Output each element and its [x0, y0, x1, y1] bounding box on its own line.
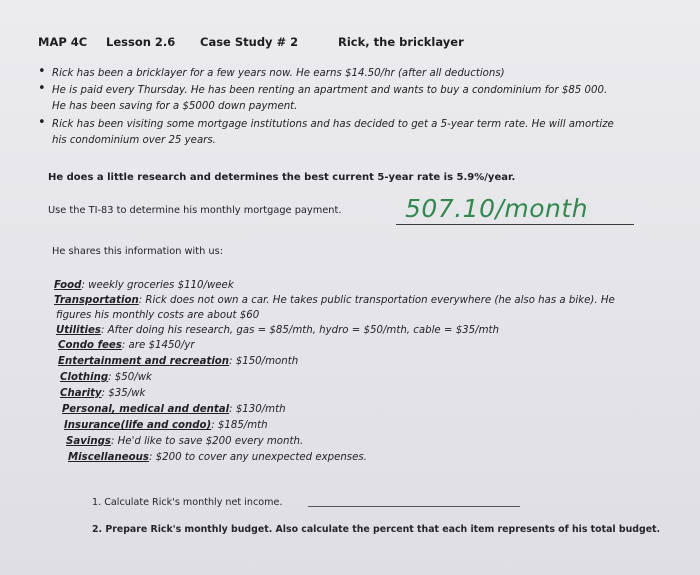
expense-label: Miscellaneous: [68, 452, 149, 463]
answer-line-q1[interactable]: [308, 506, 520, 507]
expense-label: Savings: [66, 436, 111, 447]
answer-line: [396, 224, 634, 225]
expense-item: Entertainment and recreation: $150/month: [58, 356, 299, 367]
expense-label: Transportation: [54, 295, 139, 306]
expense-label: Condo fees: [58, 340, 122, 351]
expense-item: Savings: He'd like to save $200 every month.: [66, 436, 304, 447]
expense-item: Insurance(life and condo): $185/mth: [64, 420, 268, 431]
shares-text: He shares this information with us:: [52, 246, 224, 257]
expense-label: Charity: [60, 388, 102, 399]
course-code: MAP 4C: [38, 35, 88, 49]
expense-item: Personal, medical and dental: $130/mth: [62, 404, 286, 415]
expense-item: Utilities: After doing his research, gas = $85/mth, hydro = $50/mth, cable = $35/mth: [56, 325, 499, 336]
expense-label: Clothing: [60, 372, 109, 383]
expense-item: Condo fees: are $1450/yr: [58, 340, 195, 351]
handwritten-answer: 507.10/month: [405, 194, 589, 223]
expense-item: Charity: $35/wk: [60, 388, 146, 399]
expense-label: Utilities: [56, 325, 101, 336]
expense-item: Food: weekly groceries $110/week: [54, 280, 234, 291]
bullet-line: Rick has been visiting some mortgage institutions and has decided to get a 5-year term rate. He will amortize: [52, 119, 614, 130]
bullet-dot: •: [38, 64, 46, 79]
bullet-dot: •: [38, 115, 46, 130]
lesson-number: Lesson 2.6: [106, 35, 176, 49]
expense-label: Food: [54, 280, 82, 291]
bullet-line: Rick has been a bricklayer for a few years now. He earns $14.50/hr (after all deductions): [52, 68, 505, 79]
expense-item: Miscellaneous: $200 to cover any unexpected expenses.: [68, 452, 367, 463]
ti83-prompt: Use the TI-83 to determine his monthly mortgage payment.: [48, 205, 342, 216]
expense-item: Clothing: $50/wk: [60, 372, 152, 383]
bullet-line: He is paid every Thursday. He has been renting an apartment and wants to buy a condominium for $85 000.: [52, 85, 608, 96]
expense-label: Entertainment and recreation: [58, 356, 230, 367]
case-study-number: Case Study # 2: [200, 35, 299, 49]
bullet-line: his condominium over 25 years.: [52, 135, 216, 146]
case-study-title: Rick, the bricklayer: [338, 35, 464, 49]
expense-item: figures his monthly costs are about $60: [56, 310, 260, 321]
question-1: 1. Calculate Rick's monthly net income.: [92, 497, 283, 508]
bullet-line: He has been saving for a $5000 down payment.: [52, 101, 298, 112]
expense-label: Insurance(life and condo): [64, 420, 212, 431]
question-2: 2. Prepare Rick's monthly budget. Also calculate the percent that each item represents of his total budget.: [92, 524, 661, 535]
expense-label: Personal, medical and dental: [62, 404, 230, 415]
research-text: He does a little research and determines the best current 5-year rate is 5.9%/year.: [48, 172, 516, 183]
bullet-dot: •: [38, 81, 46, 96]
expense-item: Transportation: Rick does not own a car. He takes public transportation everywhere (he also has a bike). He: [54, 295, 615, 306]
